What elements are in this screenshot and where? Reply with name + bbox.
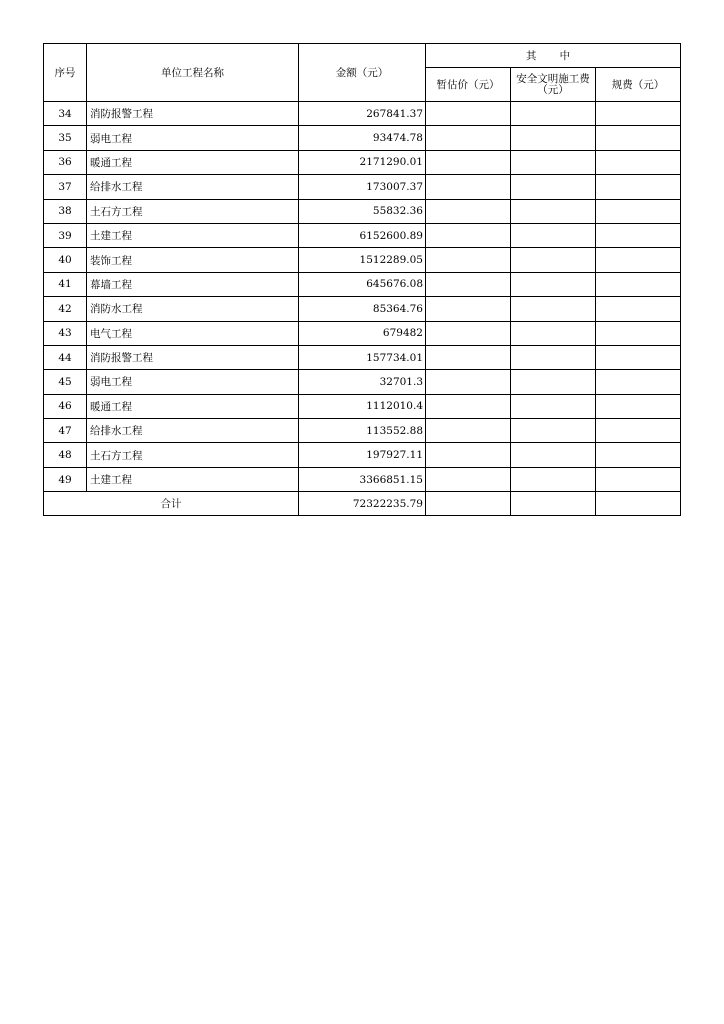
row-safety-fee	[511, 248, 596, 272]
table-row	[44, 175, 681, 199]
header-fees: 规费（元）	[596, 68, 681, 102]
row-seq: 43	[44, 321, 87, 345]
row-seq: 36	[44, 150, 87, 174]
cost-summary-table	[43, 43, 681, 516]
row-unit-name: 幕墙工程	[87, 272, 299, 296]
row-fees	[596, 321, 681, 345]
row-seq: 34	[44, 102, 87, 126]
row-unit-name: 土石方工程	[87, 443, 299, 467]
row-provisional	[426, 175, 511, 199]
row-seq: 42	[44, 297, 87, 321]
row-amount: 1112010.4	[299, 394, 426, 418]
row-safety-fee	[511, 272, 596, 296]
total-amount: 72322235.79	[299, 492, 426, 516]
row-provisional	[426, 321, 511, 345]
row-provisional	[426, 467, 511, 491]
row-provisional	[426, 223, 511, 247]
table-row	[44, 102, 681, 126]
table-row	[44, 394, 681, 418]
row-amount: 113552.88	[299, 419, 426, 443]
total-provisional	[426, 492, 511, 516]
row-fees	[596, 443, 681, 467]
row-seq: 47	[44, 419, 87, 443]
row-provisional	[426, 419, 511, 443]
row-unit-name: 土建工程	[87, 467, 299, 491]
row-unit-name: 消防水工程	[87, 297, 299, 321]
table-row	[44, 199, 681, 223]
row-fees	[596, 297, 681, 321]
row-provisional	[426, 443, 511, 467]
row-fees	[596, 199, 681, 223]
row-fees	[596, 272, 681, 296]
total-fees	[596, 492, 681, 516]
row-amount: 645676.08	[299, 272, 426, 296]
header-safety-fee: 安全文明施工费（元）	[511, 68, 596, 102]
table-row	[44, 370, 681, 394]
row-amount: 55832.36	[299, 199, 426, 223]
row-seq: 35	[44, 126, 87, 150]
table-body	[44, 102, 681, 492]
row-safety-fee	[511, 297, 596, 321]
row-provisional	[426, 102, 511, 126]
row-seq: 46	[44, 394, 87, 418]
row-safety-fee	[511, 199, 596, 223]
header-of-which: 其 中	[426, 44, 681, 68]
row-fees	[596, 223, 681, 247]
row-unit-name: 电气工程	[87, 321, 299, 345]
table-row	[44, 126, 681, 150]
table-row	[44, 345, 681, 369]
row-amount: 93474.78	[299, 126, 426, 150]
row-amount: 3366851.15	[299, 467, 426, 491]
row-fees	[596, 248, 681, 272]
row-safety-fee	[511, 467, 596, 491]
row-provisional	[426, 272, 511, 296]
header-seq: 序号	[44, 44, 87, 102]
row-provisional	[426, 394, 511, 418]
table-row	[44, 272, 681, 296]
row-unit-name: 土建工程	[87, 223, 299, 247]
row-provisional	[426, 345, 511, 369]
row-seq: 40	[44, 248, 87, 272]
row-provisional	[426, 297, 511, 321]
row-amount: 267841.37	[299, 102, 426, 126]
row-amount: 85364.76	[299, 297, 426, 321]
row-amount: 32701.3	[299, 370, 426, 394]
row-provisional	[426, 370, 511, 394]
row-unit-name: 消防报警工程	[87, 102, 299, 126]
row-safety-fee	[511, 102, 596, 126]
table-header	[44, 44, 681, 102]
table-row	[44, 248, 681, 272]
table-row	[44, 223, 681, 247]
row-unit-name: 装饰工程	[87, 248, 299, 272]
row-unit-name: 给排水工程	[87, 419, 299, 443]
row-safety-fee	[511, 126, 596, 150]
row-fees	[596, 150, 681, 174]
row-seq: 48	[44, 443, 87, 467]
total-safety-fee	[511, 492, 596, 516]
table-row	[44, 321, 681, 345]
row-safety-fee	[511, 345, 596, 369]
row-amount: 197927.11	[299, 443, 426, 467]
row-provisional	[426, 126, 511, 150]
row-seq: 38	[44, 199, 87, 223]
row-seq: 45	[44, 370, 87, 394]
row-unit-name: 弱电工程	[87, 370, 299, 394]
total-label: 合计	[44, 492, 299, 516]
table-row	[44, 467, 681, 491]
header-provisional: 暂估价（元）	[426, 68, 511, 102]
row-fees	[596, 345, 681, 369]
row-unit-name: 暖通工程	[87, 150, 299, 174]
row-unit-name: 土石方工程	[87, 199, 299, 223]
table-row	[44, 297, 681, 321]
row-amount: 2171290.01	[299, 150, 426, 174]
row-unit-name: 弱电工程	[87, 126, 299, 150]
row-fees	[596, 126, 681, 150]
row-safety-fee	[511, 394, 596, 418]
table-row	[44, 443, 681, 467]
row-seq: 44	[44, 345, 87, 369]
row-safety-fee	[511, 175, 596, 199]
row-fees	[596, 394, 681, 418]
row-amount: 6152600.89	[299, 223, 426, 247]
row-amount: 157734.01	[299, 345, 426, 369]
row-safety-fee	[511, 150, 596, 174]
row-safety-fee	[511, 419, 596, 443]
table-row	[44, 419, 681, 443]
row-seq: 39	[44, 223, 87, 247]
row-safety-fee	[511, 443, 596, 467]
row-fees	[596, 102, 681, 126]
row-seq: 41	[44, 272, 87, 296]
table-row	[44, 150, 681, 174]
row-provisional	[426, 199, 511, 223]
header-amount: 金额（元）	[299, 44, 426, 102]
header-unit-name: 单位工程名称	[87, 44, 299, 102]
row-amount: 173007.37	[299, 175, 426, 199]
row-fees	[596, 419, 681, 443]
row-safety-fee	[511, 223, 596, 247]
row-unit-name: 给排水工程	[87, 175, 299, 199]
row-fees	[596, 370, 681, 394]
row-seq: 49	[44, 467, 87, 491]
row-unit-name: 消防报警工程	[87, 345, 299, 369]
row-fees	[596, 467, 681, 491]
row-provisional	[426, 150, 511, 174]
row-provisional	[426, 248, 511, 272]
row-safety-fee	[511, 370, 596, 394]
total-row	[44, 492, 681, 516]
row-unit-name: 暖通工程	[87, 394, 299, 418]
row-safety-fee	[511, 321, 596, 345]
row-seq: 37	[44, 175, 87, 199]
row-fees	[596, 175, 681, 199]
row-amount: 679482	[299, 321, 426, 345]
row-amount: 1512289.05	[299, 248, 426, 272]
